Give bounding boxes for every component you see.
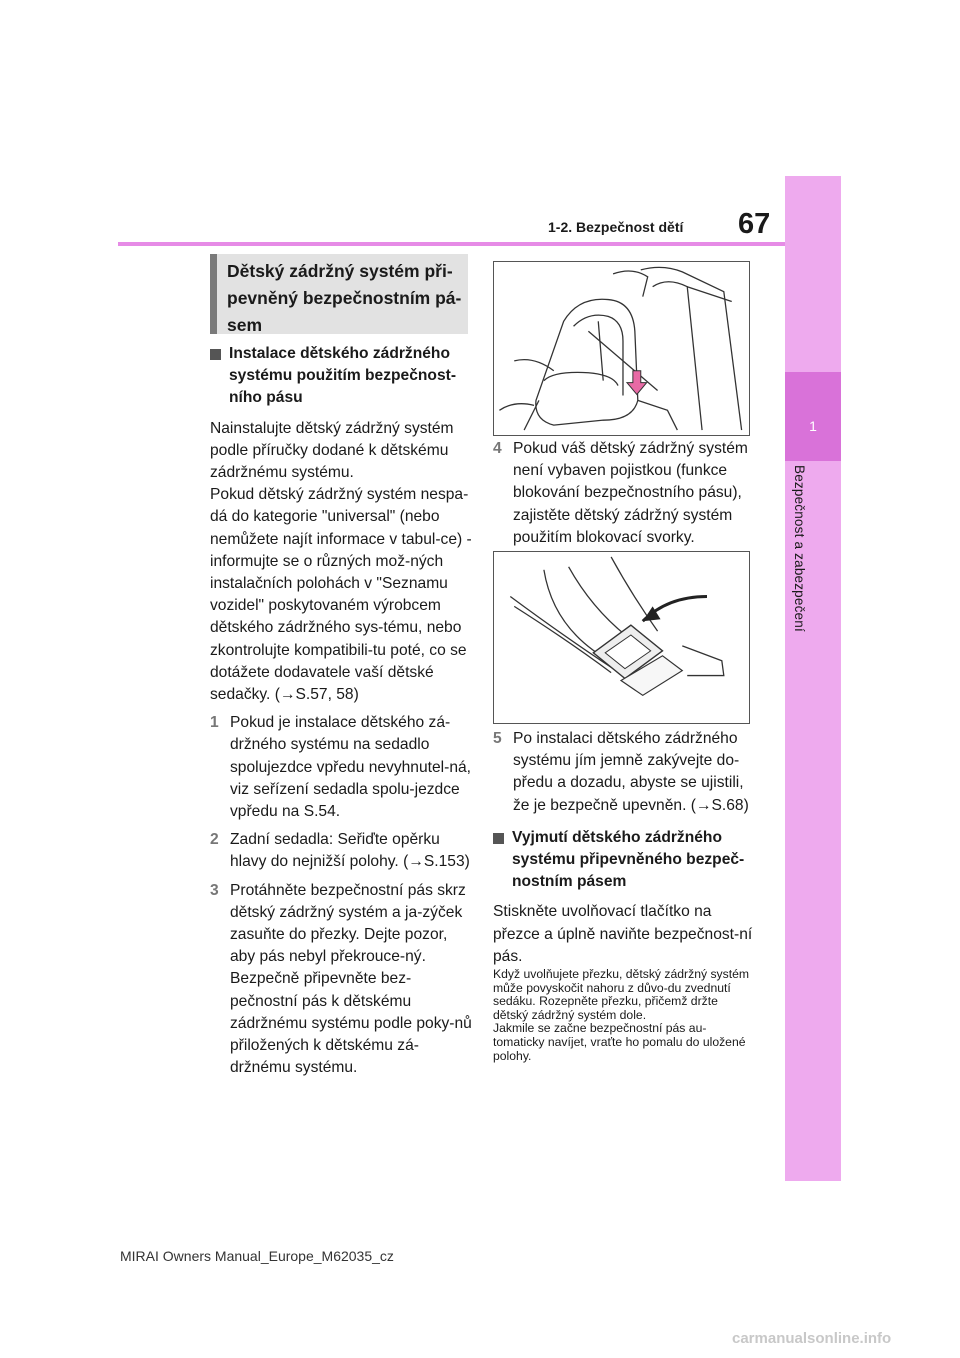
step-text: Protáhněte bezpečnostní pás skrz dětský zádržný systém a ja-zýček zasuňte do přezky. Dejte pozor, aby pás nebyl překrouce-ný. Bezpečně připevněte bez-pečnostní pás k dětskému zádržnému systému podle poky-nů přiložených k dětskému zá-držnému systému.: [230, 881, 472, 1077]
square-bullet-icon: [210, 349, 221, 360]
locking-clip-illustration: [493, 551, 750, 724]
compatibility-paragraph: Pokud dětský zádržný systém nespa-dá do kategorie "universal" (nebo nemůžete najít informace v tabul-ce) - informujte se o různých mož-ných instalačních polohách v "Seznamu vozidel" poskytovaném výrobcem dětského zádržného sys-tému, nebo zkontrolujte kompatibili-tu poté, co se dotážete dodavatele vaší dětské sedačky. (→S.57, 58): [210, 486, 472, 704]
child-seat-illustration: [493, 261, 750, 436]
child-seat-icon: [494, 262, 749, 435]
chapter-tab-marker: [785, 372, 841, 461]
step-number: 3: [210, 881, 219, 899]
right-column-lower: [493, 728, 755, 1063]
chapter-number: 1: [809, 418, 817, 434]
intro-paragraph: Nainstalujte dětský zádržný systém podle příručky dodané k dětskému zádržnému systému.: [210, 419, 454, 482]
step-number: 5: [493, 730, 502, 747]
section-title: 1-2. Bezpečnost dětí: [548, 219, 684, 235]
locking-clip-icon: [494, 552, 749, 723]
subheading-remove-text: Vyjmutí dětského zádržného systému připevněného bezpeč-nostním pásem: [512, 828, 745, 891]
left-column: [210, 343, 472, 1080]
subheading-install-text: Instalace dětského zádržného systému použitím bezpečnost-ního pásu: [229, 345, 457, 407]
step-5: [493, 728, 755, 817]
subheading-remove: [493, 827, 755, 894]
step-text: Pokud váš dětský zádržný systém není vybaven pojistkou (funkce blokování bezpečnostního pásu), zajistěte dětský zádržný systém použitím blokovací svorky.: [513, 440, 748, 546]
step-text: Zadní sedadla: Seřiďte opěrku hlavy do nejnižší polohy. (→S.153): [230, 831, 470, 871]
section-heading-text: Dětský zádržný systém při-pevněný bezpečnostním pá-sem: [227, 261, 462, 335]
step-1: [210, 712, 472, 823]
square-bullet-icon: [493, 833, 504, 844]
note-1: Když uvolňujete přezku, dětský zádržný systém může povyskočit nahoru z důvo-du zvednutí sedáku. Rozepněte přezku, přičemž držte dětský zádržný systém dole.: [493, 967, 750, 1022]
step-3: [210, 880, 472, 1080]
step-text: Po instalaci dětského zádržného systému jím jemně zakývejte do-předu a dozadu, abyste se ujistili, že je bezpečně upevněn. (→S.68): [513, 730, 749, 814]
step-number: 4: [493, 440, 502, 457]
step-number: 1: [210, 714, 219, 732]
chapter-title: Bezpečnost a zabezpečení: [792, 465, 807, 632]
right-column-step-4: [493, 438, 755, 549]
header-rule: [118, 242, 785, 246]
watermark: carmanualsonline.info: [732, 1330, 892, 1347]
section-heading: [210, 254, 468, 334]
subheading-install: [210, 343, 472, 410]
note-2: Jakmile se začne bezpečnostní pás au-tomaticky navíjet, vraťte ho pomalu do uložené polohy.: [493, 1021, 746, 1063]
step-2: [210, 829, 472, 873]
remove-paragraph: Stiskněte uvolňovací tlačítko na přezce a úplně naviňte bezpečnost-ní pás.: [493, 903, 753, 965]
page-number: 67: [738, 208, 771, 240]
footer-text: MIRAI Owners Manual_Europe_M62035_cz: [120, 1248, 394, 1264]
step-text: Pokud je instalace dětského zá-držného systému na sedadlo spolujezdce vpředu nevyhnutel-ná, viz seřízení sedadla spolu-jezdce vpředu na S.54.: [230, 714, 471, 821]
chapter-tab: [785, 176, 841, 1181]
step-number: 2: [210, 831, 219, 849]
step-4: [493, 438, 755, 549]
